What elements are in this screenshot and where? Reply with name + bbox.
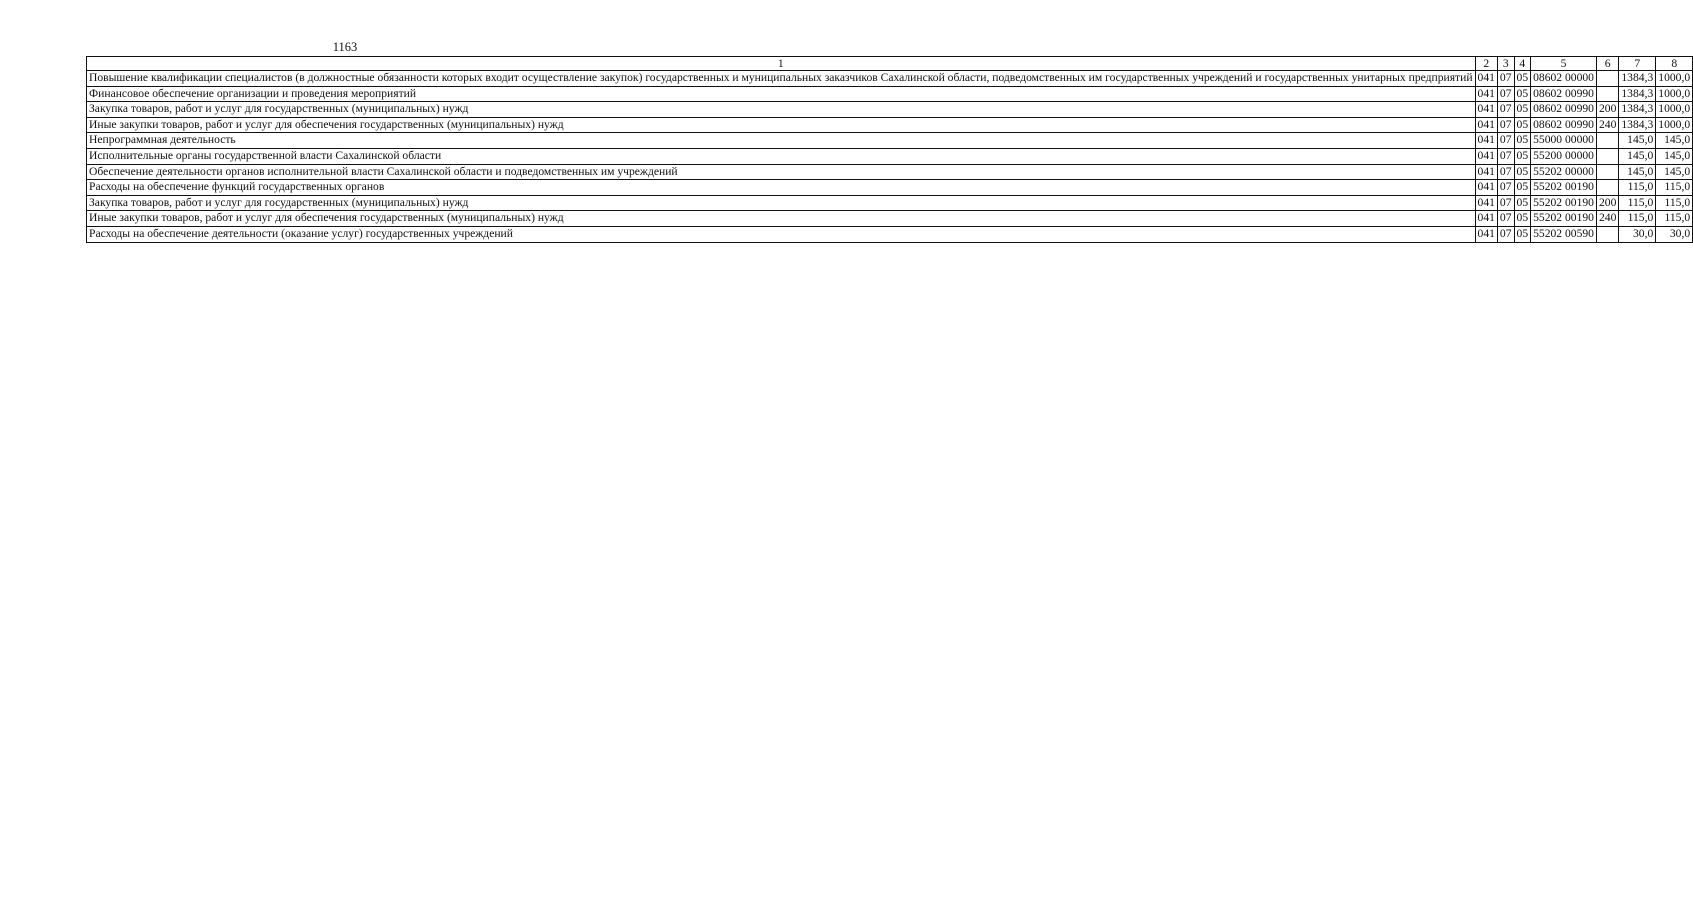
amount-year-2: 145,0	[1656, 164, 1693, 180]
subsection-code: 05	[1514, 86, 1531, 102]
ministry-code: 041	[1475, 226, 1497, 242]
subsection-code: 05	[1514, 148, 1531, 164]
expense-type-code	[1596, 226, 1618, 242]
section-code: 07	[1497, 71, 1514, 87]
section-code: 07	[1497, 180, 1514, 196]
expense-name: Закупка товаров, работ и услуг для государственных (муниципальных) нужд	[87, 195, 1476, 211]
table-row	[87, 180, 1693, 196]
amount-year-1: 115,0	[1619, 180, 1656, 196]
amount-year-2: 1000,0	[1656, 102, 1693, 118]
expense-name: Иные закупки товаров, работ и услуг для обеспечения государственных (муниципальных) нужд	[87, 211, 1476, 227]
subsection-code: 05	[1514, 164, 1531, 180]
table-row	[87, 102, 1693, 118]
expense-type-code	[1596, 71, 1618, 87]
subsection-code: 05	[1514, 133, 1531, 149]
expense-name: Обеспечение деятельности органов исполнительной власти Сахалинской области и подведомственных им учреждений	[87, 164, 1476, 180]
section-code: 07	[1497, 211, 1514, 227]
expense-type-code: 200	[1596, 102, 1618, 118]
target-article-code: 55202 00190	[1531, 195, 1597, 211]
header-cell: 8	[1656, 57, 1693, 71]
target-article-code: 55202 00590	[1531, 226, 1597, 242]
table-row	[87, 71, 1693, 87]
amount-year-2: 30,0	[1656, 226, 1693, 242]
expense-type-code	[1596, 148, 1618, 164]
header-cell: 4	[1514, 57, 1531, 71]
expense-type-code: 240	[1596, 117, 1618, 133]
header-cell: 6	[1596, 57, 1618, 71]
expense-type-code	[1596, 180, 1618, 196]
target-article-code: 08602 00000	[1531, 71, 1597, 87]
amount-year-2: 1000,0	[1656, 71, 1693, 87]
expense-name: Иные закупки товаров, работ и услуг для обеспечения государственных (муниципальных) нужд	[87, 117, 1476, 133]
ministry-code: 041	[1475, 117, 1497, 133]
budget-table	[86, 56, 1693, 243]
section-code: 07	[1497, 164, 1514, 180]
target-article-code: 08602 00990	[1531, 86, 1597, 102]
amount-year-1: 115,0	[1619, 195, 1656, 211]
amount-year-2: 115,0	[1656, 195, 1693, 211]
amount-year-1: 1384,3	[1619, 102, 1656, 118]
expense-name: Исполнительные органы государственной власти Сахалинской области	[87, 148, 1476, 164]
amount-year-1: 1384,3	[1619, 71, 1656, 87]
amount-year-1: 115,0	[1619, 211, 1656, 227]
amount-year-2: 145,0	[1656, 133, 1693, 149]
section-code: 07	[1497, 102, 1514, 118]
table-row	[87, 86, 1693, 102]
table-row	[87, 211, 1693, 227]
ministry-code: 041	[1475, 211, 1497, 227]
expense-name: Непрограммная деятельность	[87, 133, 1476, 149]
target-article-code: 55202 00190	[1531, 180, 1597, 196]
section-code: 07	[1497, 86, 1514, 102]
amount-year-2: 1000,0	[1656, 117, 1693, 133]
target-article-code: 55000 00000	[1531, 133, 1597, 149]
expense-name: Расходы на обеспечение деятельности (оказание услуг) государственных учреждений	[87, 226, 1476, 242]
table-row	[87, 226, 1693, 242]
ministry-code: 041	[1475, 71, 1497, 87]
subsection-code: 05	[1514, 195, 1531, 211]
target-article-code: 55200 00000	[1531, 148, 1597, 164]
ministry-code: 041	[1475, 180, 1497, 196]
expense-type-code: 240	[1596, 211, 1618, 227]
amount-year-2: 145,0	[1656, 148, 1693, 164]
amount-year-2: 1000,0	[1656, 86, 1693, 102]
target-article-code: 55202 00190	[1531, 211, 1597, 227]
ministry-code: 041	[1475, 133, 1497, 149]
amount-year-2: 115,0	[1656, 180, 1693, 196]
header-cell: 1	[87, 57, 1476, 71]
expense-name: Финансовое обеспечение организации и проведения мероприятий	[87, 86, 1476, 102]
section-code: 07	[1497, 117, 1514, 133]
table-row	[87, 133, 1693, 149]
amount-year-1: 145,0	[1619, 164, 1656, 180]
amount-year-1: 1384,3	[1619, 86, 1656, 102]
header-cell: 2	[1475, 57, 1497, 71]
amount-year-1: 145,0	[1619, 148, 1656, 164]
expense-name: Закупка товаров, работ и услуг для государственных (муниципальных) нужд	[87, 102, 1476, 118]
target-article-code: 08602 00990	[1531, 117, 1597, 133]
expense-type-code	[1596, 164, 1618, 180]
expense-type-code	[1596, 133, 1618, 149]
table-row	[87, 117, 1693, 133]
ministry-code: 041	[1475, 195, 1497, 211]
table-row	[87, 195, 1693, 211]
header-row	[87, 57, 1693, 71]
ministry-code: 041	[1475, 86, 1497, 102]
ministry-code: 041	[1475, 102, 1497, 118]
subsection-code: 05	[1514, 102, 1531, 118]
section-code: 07	[1497, 148, 1514, 164]
header-cell: 7	[1619, 57, 1656, 71]
expense-name: Повышение квалификации специалистов (в должностные обязанности которых входит осуществление закупок) государственных и муниципальных заказчиков Сахалинской области, подведомственных им государственных учреждений и государственных унитарных предприятий	[87, 71, 1476, 87]
subsection-code: 05	[1514, 226, 1531, 242]
subsection-code: 05	[1514, 180, 1531, 196]
amount-year-1: 30,0	[1619, 226, 1656, 242]
expense-type-code	[1596, 86, 1618, 102]
section-code: 07	[1497, 133, 1514, 149]
amount-year-1: 1384,3	[1619, 117, 1656, 133]
table-row	[87, 164, 1693, 180]
expense-name: Расходы на обеспечение функций государственных органов	[87, 180, 1476, 196]
target-article-code: 55202 00000	[1531, 164, 1597, 180]
ministry-code: 041	[1475, 148, 1497, 164]
target-article-code: 08602 00990	[1531, 102, 1597, 118]
table-row	[87, 148, 1693, 164]
amount-year-1: 145,0	[1619, 133, 1656, 149]
subsection-code: 05	[1514, 117, 1531, 133]
amount-year-2: 115,0	[1656, 211, 1693, 227]
ministry-code: 041	[1475, 164, 1497, 180]
subsection-code: 05	[1514, 71, 1531, 87]
subsection-code: 05	[1514, 211, 1531, 227]
expense-type-code: 200	[1596, 195, 1618, 211]
header-cell: 3	[1497, 57, 1514, 71]
section-code: 07	[1497, 195, 1514, 211]
page-number: 1163	[332, 40, 358, 54]
section-code: 07	[1497, 226, 1514, 242]
header-cell: 5	[1531, 57, 1597, 71]
